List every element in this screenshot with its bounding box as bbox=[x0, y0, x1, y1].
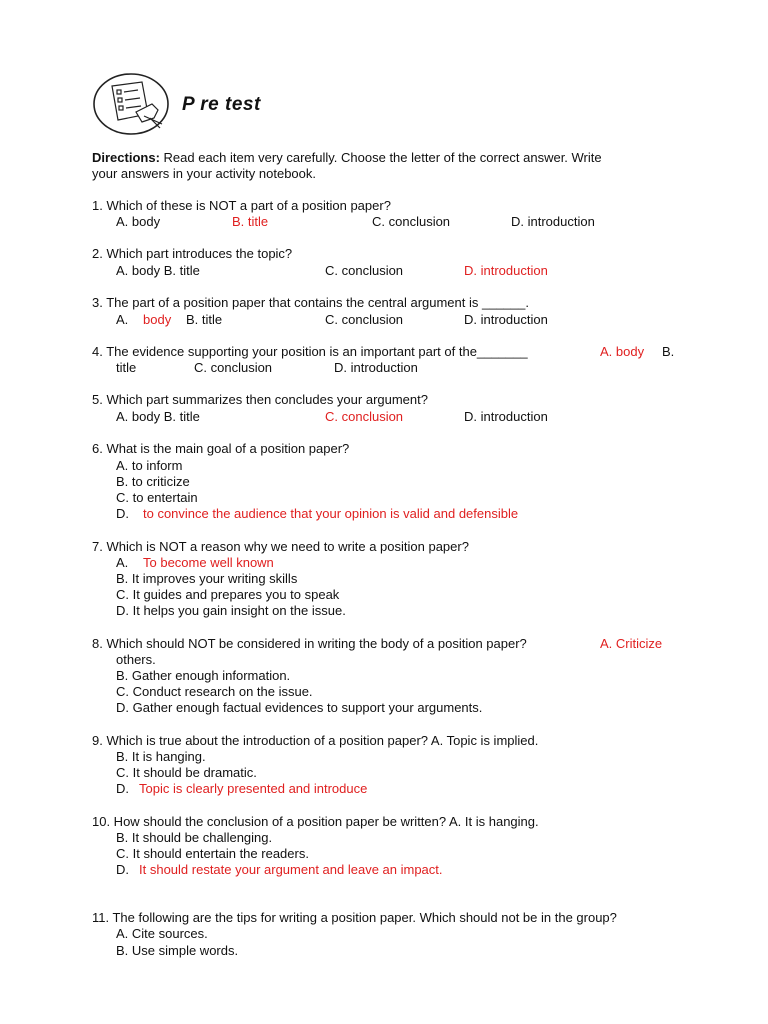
q7-option-a: To become well known bbox=[143, 555, 274, 570]
q6-option-a: A. to inform bbox=[116, 458, 183, 473]
directions-text-1: Read each item very carefully. Choose the letter of the correct answer. Write bbox=[159, 150, 602, 165]
directions-line-1 bbox=[92, 150, 602, 166]
directions-label: Directions: bbox=[92, 150, 160, 165]
q11-option-a: A. Cite sources. bbox=[116, 926, 208, 941]
q7-option-d: D. It helps you gain insight on the issue. bbox=[116, 603, 346, 618]
q4-option-b: title bbox=[116, 360, 137, 375]
q3-option-d: D. introduction bbox=[464, 312, 548, 327]
q1-option-d: D. introduction bbox=[511, 214, 595, 229]
q2-option-ab: A. body B. title bbox=[116, 263, 200, 278]
q10-option-b: B. It should be challenging. bbox=[116, 830, 273, 845]
q1-option-c: C. conclusion bbox=[372, 214, 451, 229]
q7-option-a-letter: A. bbox=[116, 555, 129, 570]
question-7: 7. Which is NOT a reason why we need to write a position paper? bbox=[92, 539, 469, 554]
q11-option-b: B. Use simple words. bbox=[116, 943, 239, 958]
q3-option-a: body bbox=[143, 312, 172, 327]
q10-option-c: C. It should entertain the readers. bbox=[116, 846, 309, 861]
q9-option-c: C. It should be dramatic. bbox=[116, 765, 257, 780]
q10-option-d-letter: D. bbox=[116, 862, 129, 877]
q8-option-c: C. Conduct research on the issue. bbox=[116, 684, 313, 699]
q3-option-a-letter: A. bbox=[116, 312, 129, 327]
question-9: 9. Which is true about the introduction of a position paper? A. Topic is implied. bbox=[92, 733, 539, 748]
q5-option-d: D. introduction bbox=[464, 409, 548, 424]
question-6: 6. What is the main goal of a position paper? bbox=[92, 441, 350, 456]
q6-option-b: B. to criticize bbox=[116, 474, 190, 489]
checklist-hand-icon bbox=[92, 72, 170, 136]
q9-option-d-letter: D. bbox=[116, 781, 129, 796]
q8-option-d: D. Gather enough factual evidences to support your arguments. bbox=[116, 700, 483, 715]
q4-option-d: D. introduction bbox=[334, 360, 418, 375]
question-8: 8. Which should NOT be considered in writing the body of a position paper? bbox=[92, 636, 527, 651]
q4-option-c: C. conclusion bbox=[194, 360, 273, 375]
question-5: 5. Which part summarizes then concludes your argument? bbox=[92, 392, 428, 407]
q8-option-b: B. Gather enough information. bbox=[116, 668, 291, 683]
q7-option-c: C. It guides and prepares you to speak bbox=[116, 587, 340, 602]
q5-option-ab: A. body B. title bbox=[116, 409, 200, 424]
q2-option-d: D. introduction bbox=[464, 263, 548, 278]
q3-option-b: B. title bbox=[186, 312, 223, 327]
question-2: 2. Which part introduces the topic? bbox=[92, 246, 293, 261]
directions-line-2: your answers in your activity notebook. bbox=[92, 166, 316, 181]
q9-option-d: Topic is clearly presented and introduce bbox=[139, 781, 368, 796]
question-11: 11. The following are the tips for writing a position paper. Which should not be in the group? bbox=[92, 910, 617, 925]
question-1: 1. Which of these is NOT a part of a position paper? bbox=[92, 198, 391, 213]
q4-option-b-letter: B. bbox=[662, 344, 675, 359]
q5-option-c: C. conclusion bbox=[325, 409, 404, 424]
question-10: 10. How should the conclusion of a position paper be written? A. It is hanging. bbox=[92, 814, 539, 829]
question-3: 3. The part of a position paper that contains the central argument is ______. bbox=[92, 295, 529, 310]
q4-option-a: A. body bbox=[600, 344, 645, 359]
question-4: 4. The evidence supporting your position is an important part of the_______ bbox=[92, 344, 528, 359]
q8-option-a-cont: others. bbox=[116, 652, 156, 667]
q1-option-b: B. title bbox=[232, 214, 269, 229]
q2-option-c: C. conclusion bbox=[325, 263, 404, 278]
q6-option-c: C. to entertain bbox=[116, 490, 198, 505]
q10-option-d: It should restate your argument and leave an impact. bbox=[139, 862, 443, 877]
q6-option-d-letter: D. bbox=[116, 506, 129, 521]
q8-option-a: A. Criticize bbox=[600, 636, 663, 651]
q6-option-d: to convince the audience that your opinion is valid and defensible bbox=[143, 506, 519, 521]
q7-option-b: B. It improves your writing skills bbox=[116, 571, 298, 586]
page-title: P re test bbox=[182, 94, 261, 115]
q9-option-b: B. It is hanging. bbox=[116, 749, 206, 764]
q1-option-a: A. body bbox=[116, 214, 161, 229]
q3-option-c: C. conclusion bbox=[325, 312, 404, 327]
